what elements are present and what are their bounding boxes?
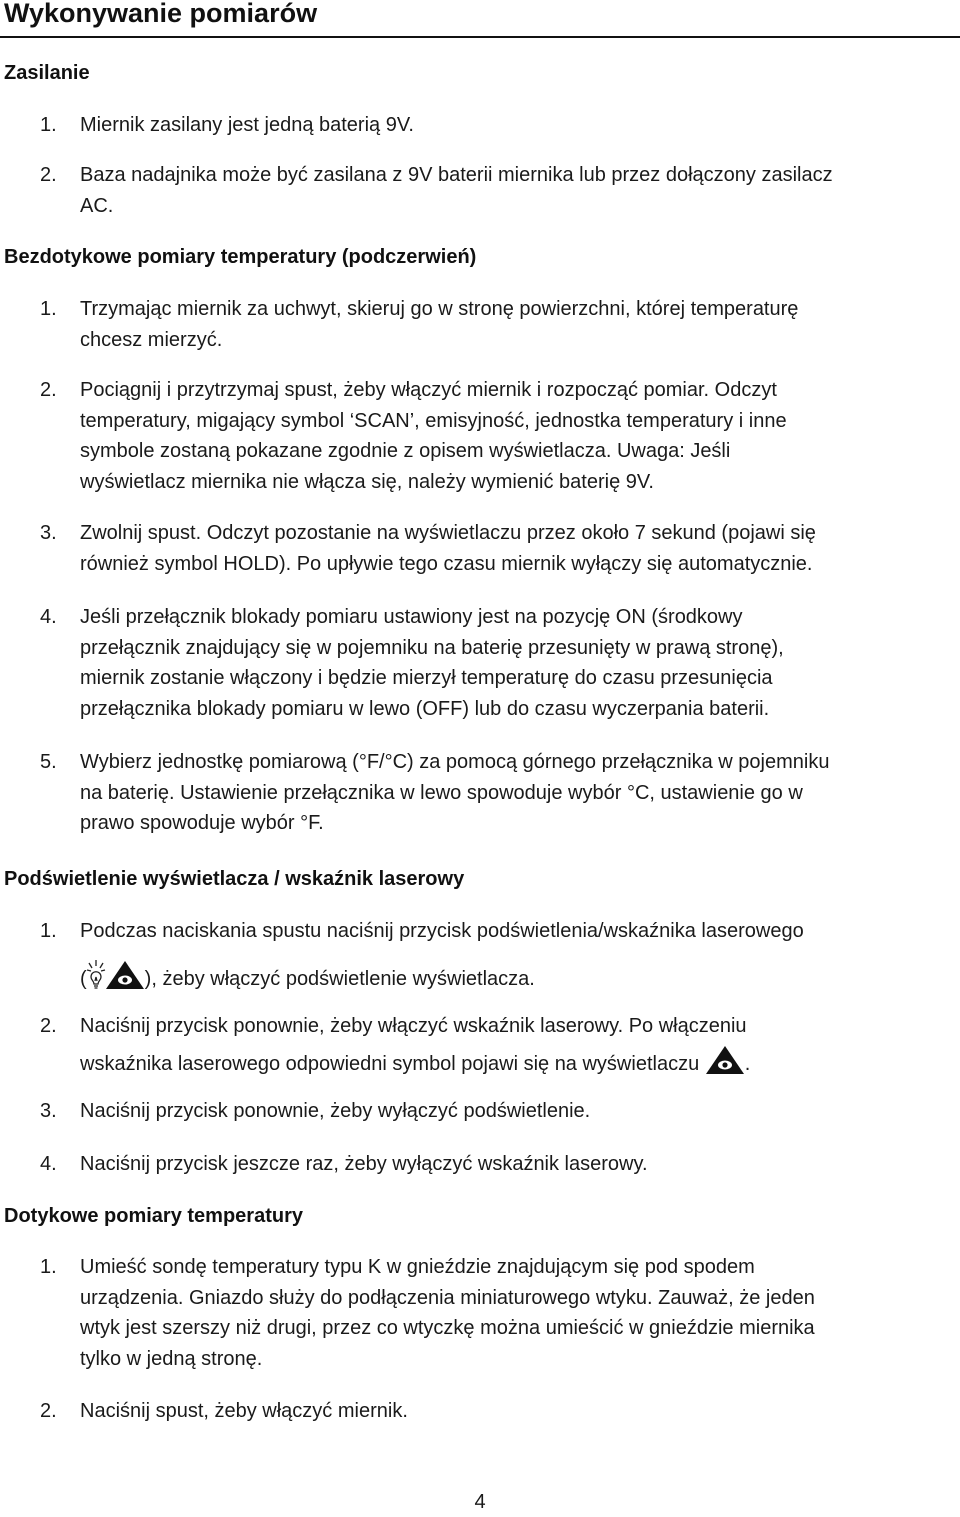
- item-number: 1.: [40, 298, 57, 320]
- item-number: 4.: [40, 606, 57, 628]
- item-text: ( ), żeby włączyć podświetlenie wyświetlacza.: [80, 958, 960, 1002]
- item-text: Trzymając miernik za uchwyt, skieruj go w stronę powierzchni, której temperaturę chcesz mierzyć.: [80, 298, 799, 351]
- item-number: 2.: [40, 1400, 57, 1422]
- item-text: Umieść sondę temperatury typu K w gnieździe znajdującym się pod spodem urządzenia. Gniazdo służy do podłączenia miniaturowego wtyku. Zauważ, że jeden wtyk jest szerszy niż drugi, przez co wtyczkę można umieścić w gnieździe miernika tylko w jedną stronę.: [80, 1256, 815, 1370]
- item-number: 2.: [40, 164, 57, 186]
- item-text: Naciśnij przycisk ponownie, żeby włączyć wskaźnik laserowy. Po włączeniu: [80, 1015, 747, 1037]
- item-text: Podczas naciskania spustu naciśnij przycisk podświetlenia/wskaźnika laserowego: [80, 920, 804, 942]
- page-title: Wykonywanie pomiarów: [4, 0, 318, 28]
- item-text: wskaźnika laserowego odpowiedni symbol pojawi się na wyświetlaczu .: [80, 1044, 960, 1086]
- item-number: 3.: [40, 1100, 57, 1122]
- item-text: Naciśnij przycisk ponownie, żeby wyłączyć podświetlenie.: [80, 1100, 591, 1122]
- item-number: 1.: [40, 920, 57, 942]
- item-text: Jeśli przełącznik blokady pomiaru ustawiony jest na pozycję ON (środkowy przełącznik znajdujący się w pojemniku na baterię przesunięty w prawą stronę), miernik zostanie włączony i będzie mierzył temperaturę do czasu przesunięcia przełącznika blokady pomiaru w lewo (OFF) lub do czasu wyczerpania baterii.: [80, 606, 784, 720]
- item-number: 1.: [40, 114, 57, 136]
- item-number: 5.: [40, 751, 57, 773]
- item-text: Miernik zasilany jest jedną baterią 9V.: [80, 114, 414, 136]
- item-text: Wybierz jednostkę pomiarową (°F/°C) za pomocą górnego przełącznika w pojemniku na baterię. Ustawienie przełącznika w lewo spowoduje wybór °C, ustawienie go w prawo spowoduje wybór °F.: [80, 751, 830, 834]
- section-heading-bezdotykowe: Bezdotykowe pomiary temperatury (podczerwień): [4, 246, 477, 268]
- item-text: Naciśnij spust, żeby włączyć miernik.: [80, 1400, 408, 1422]
- item-text: Zwolnij spust. Odczyt pozostanie na wyświetlaczu przez około 7 sekund (pojawi się również symbol HOLD). Po upływie tego czasu miernik wyłączy się automatycznie.: [80, 522, 816, 575]
- item-text: Pociągnij i przytrzymaj spust, żeby włączyć miernik i rozpocząć pomiar. Odczyt temperatury, migający symbol ‘SCAN’, emisyjność, jednostka temperatury i inne symbole zostaną pokazane zgodnie z opisem wyświetlacza. Uwaga: Jeśli wyświetlacz miernika nie włącza się, należy wymienić baterię 9V.: [80, 379, 787, 493]
- bulb-and-laser-warning-icon: [87, 958, 145, 1002]
- page-number: 4: [474, 1491, 486, 1513]
- item-number: 1.: [40, 1256, 57, 1278]
- section-heading-zasilanie: Zasilanie: [4, 62, 90, 84]
- item-number: 2.: [40, 1015, 57, 1037]
- laser-warning-icon: [705, 1044, 745, 1086]
- section-heading-podswietlenie: Podświetlenie wyświetlacza / wskaźnik laserowy: [4, 868, 465, 890]
- title-divider: [0, 36, 960, 38]
- item-number: 4.: [40, 1153, 57, 1175]
- section-heading-dotykowe: Dotykowe pomiary temperatury: [4, 1205, 303, 1227]
- item-number: 2.: [40, 379, 57, 401]
- item-number: 3.: [40, 522, 57, 544]
- item-text: Naciśnij przycisk jeszcze raz, żeby wyłączyć wskaźnik laserowy.: [80, 1153, 648, 1175]
- item-text: Baza nadajnika może być zasilana z 9V baterii miernika lub przez dołączony zasilacz AC.: [80, 164, 833, 217]
